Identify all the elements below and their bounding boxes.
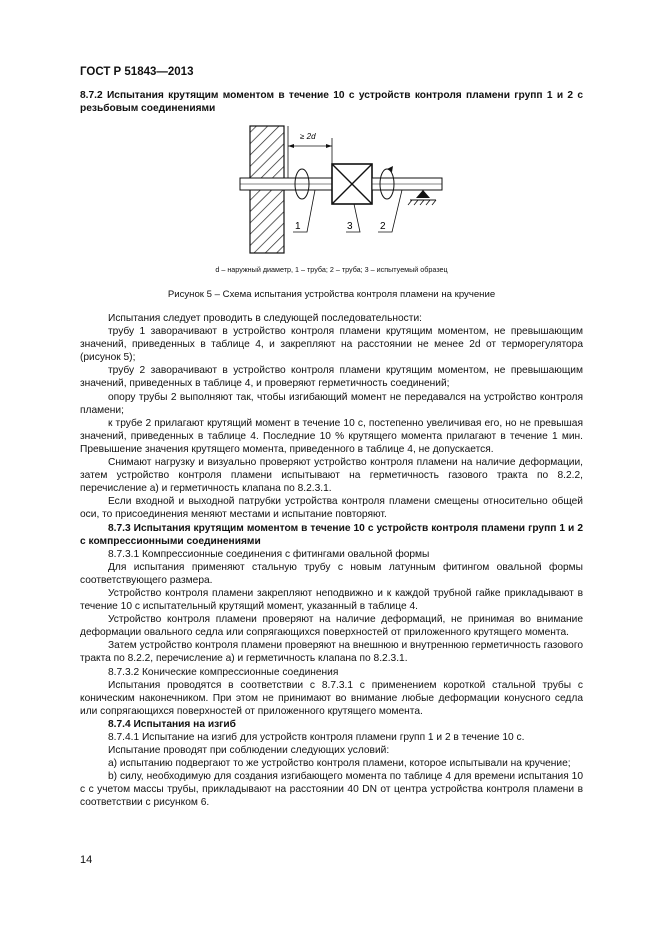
paragraph: 8.7.4.1 Испытание на изгиб для устройств контроля пламени групп 1 и 2 в течение 10 с. [108, 732, 525, 743]
paragraph: опору трубы 2 выполняют так, чтобы изгибающий момент не передавался на устройство контроля пламени; [80, 391, 583, 416]
section-873-heading: 8.7.3 Испытания крутящим моментом в течение 10 с устройств контроля пламени групп 1 и 2 с компрессионными соединениями [80, 522, 583, 547]
paragraph: Устройство контроля пламени закрепляют неподвижно и к каждой трубной гайке прикладывают в течение 10 с испытательный крутящий момент, указанный в таблице 4. [80, 587, 583, 613]
page-number: 14 [80, 854, 93, 866]
support-icon [416, 190, 430, 198]
figure-legend: d – наружный диаметр, 1 – труба; 2 – труба; 3 – испытуемый образец [215, 265, 448, 274]
label-2: 2 [380, 221, 386, 232]
paragraph: к трубе 2 прилагают крутящий момент в течение 10 с, постепенно увеличивая его, но не превышая значений, приведенных в таблице 4. Последние 10 % крутящего момента прилагают в течение 1 мин. Превышение значения крутящего момента, приведенного в таблице 4, не допускается. [80, 417, 583, 455]
figure-caption: Рисунок 5 – Схема испытания устройства контроля пламени на кручение [167, 289, 496, 300]
subsection-heading: 8.7.3.2 Конические компрессионные соединения [108, 666, 339, 678]
paragraph: Испытания следует проводить в следующей последовательности: [108, 313, 422, 324]
paragraph: трубу 1 заворачивают в устройство контроля пламени крутящим моментом, не превышающим значений, приведенных в таблице 4, и закрепляют на расстоянии не менее 2d от терморегулятора (рисунок 5); [80, 326, 583, 364]
paragraph: Затем устройство контроля пламени проверяют на внешнюю и внутреннюю герметичность газового тракта по 8.2.2, перечисление а) и герметичность клапана по 8.2.3.1. [80, 640, 583, 665]
paragraph: Устройство контроля пламени проверяют на наличие деформаций, не принимая во внимание деформации овального седла или сопрягающихся поверхностей от приложенного крутящего момента. [80, 614, 583, 639]
document-header: ГОСТ Р 51843—2013 [80, 66, 194, 78]
paragraph: трубу 2 заворачивают в устройство контроля пламени крутящим моментом, не превышающим значений, приведенных в таблице 4, и проверяют герметичность соединений; [80, 365, 583, 390]
section-874-heading: 8.7.4 Испытания на изгиб [108, 718, 236, 730]
section-872-body [80, 312, 583, 810]
paragraph: Для испытания применяют стальную трубу с новым латунным фитингом овальной формы соответствующего размера. [80, 561, 583, 586]
dimension-label: ≥ 2d [300, 132, 316, 141]
label-3: 3 [347, 221, 353, 232]
paragraph: b) силу, необходимую для создания изгибающего момента по таблице 4 для времени испытания 10 с с учетом массы трубы, прикладывают на расстоянии 40 DN от центра устройства контроля пламени в соответствии с рисунком 6. [80, 771, 583, 809]
paragraph: a) испытанию подвергают то же устройство контроля пламени, которое испытывали на кручение; [108, 758, 571, 770]
figure-5-diagram [230, 118, 450, 258]
paragraph: Испытания проводятся в соответствии с 8.7.3.1 с применением короткой стальной трубы с коническим наконечником. При этом не принимают во внимание любые деформации конусного седла или сопрягающихся поверхностей от приложенного крутящего момента. [80, 679, 583, 717]
paragraph: Снимают нагрузку и визуально проверяют устройство контроля пламени на наличие деформации, затем устройство контроля пламени испытывают на герметичность газового тракта по 8.2.2, перечисление а) и герметичность клапана по 8.2.3.1. [80, 457, 583, 495]
paragraph: Если входной и выходной патрубки устройства контроля пламени смещены относительно общей оси, то присоединения меняют местами и испытание повторяют. [80, 496, 583, 521]
label-1: 1 [295, 221, 301, 232]
paragraph: Испытание проводят при соблюдении следующих условий: [108, 745, 390, 757]
subsection-heading: 8.7.3.1 Компрессионные соединения с фитингами овальной формы [108, 548, 430, 560]
section-872-heading: 8.7.2 Испытания крутящим моментом в течение 10 с устройств контроля пламени групп 1 и 2 с резьбовым соединениями [80, 90, 583, 115]
